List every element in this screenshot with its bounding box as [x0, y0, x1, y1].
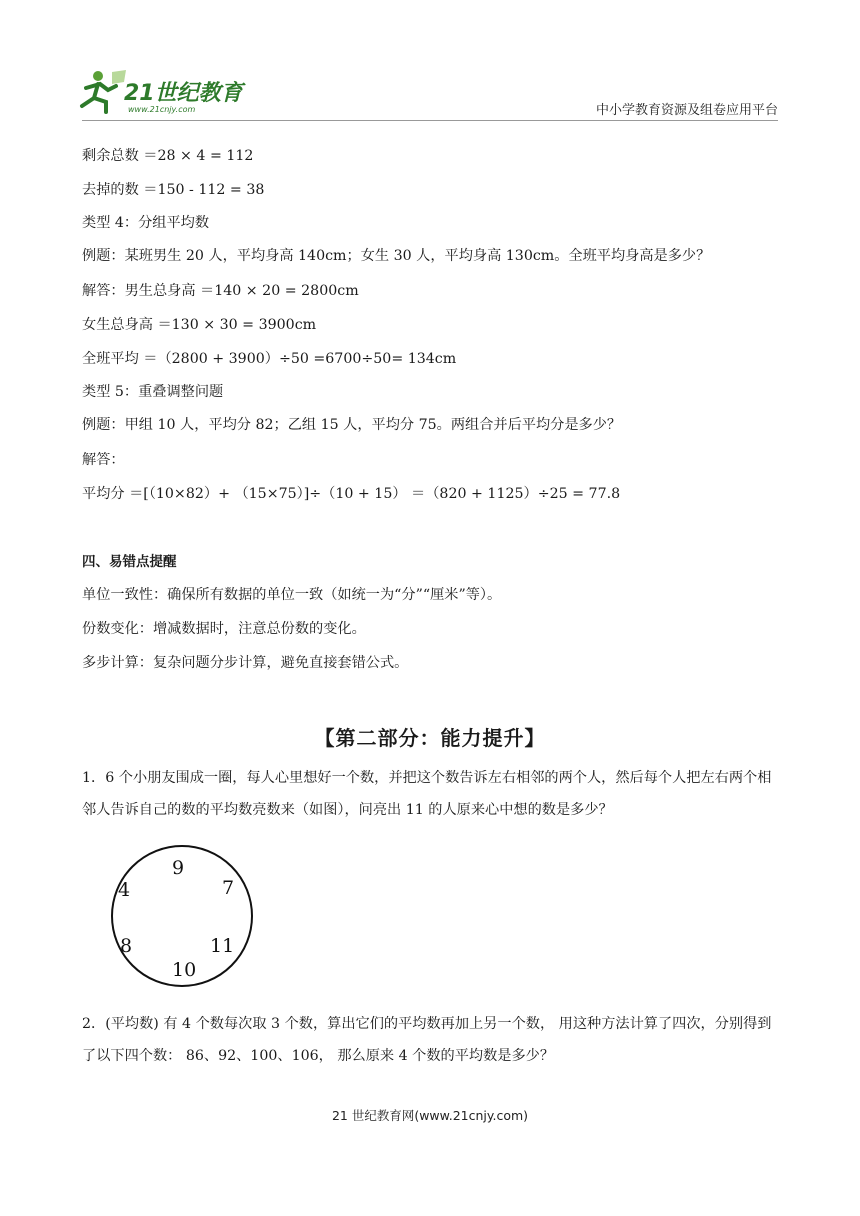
type4-answer-average: 全班平均 ＝（2800 + 3900）÷50 =6700÷50= 134cm — [82, 351, 457, 367]
type5-answer-formula: 平均分 ＝[（10×82）+ （15×75）]÷（10 + 15） ＝（820 + 1125）÷25 = 77.8 — [82, 486, 621, 502]
circle-figure — [104, 840, 260, 990]
page-footer: 21 世纪教育网(www.21cnjy.com) — [331, 1108, 529, 1123]
logo-text: 21世纪教育 — [124, 81, 243, 106]
section4-item: 份数变化：增减数据时，注意总份数的变化。 — [82, 621, 366, 637]
section4-item: 多步计算：复杂问题分步计算，避免直接套错公式。 — [82, 655, 409, 671]
page-header — [0, 0, 860, 130]
question-2: 2．(平均数) 有 4 个数每次取 3 个数，算出它们的平均数再加上另一个数， 用这种方法计算了四次，分别得到了以下四个数： 86、92、100、106， 那么原来 4 个数的平均数是多少？ — [82, 1016, 772, 1064]
figure-number: 4 — [118, 879, 131, 901]
header-rule — [82, 120, 778, 121]
logo — [76, 66, 256, 116]
figure-number: 11 — [210, 935, 235, 957]
line-removed-number: 去掉的数 ＝150 - 112 = 38 — [82, 182, 265, 198]
type5-answer-label: 解答： — [82, 452, 125, 468]
platform-name: 中小学教育资源及组卷应用平台 — [595, 103, 778, 118]
figure-number: 10 — [172, 959, 197, 981]
runner-icon — [82, 70, 126, 112]
question-1: 1．6 个小朋友围成一圈，每人心里想好一个数，并把这个数告诉左右相邻的两个人，然后每个人把左右两个相邻人告诉自己的数的平均数亮数来（如图），问亮出 11 的人原来心中想的数是多少？ — [82, 770, 772, 818]
figure-number: 9 — [172, 857, 185, 879]
type4-example: 例题：某班男生 20 人，平均身高 140cm；女生 30 人，平均身高 130cm。全班平均身高是多少？ — [82, 248, 711, 264]
figure-number: 7 — [222, 877, 235, 899]
type5-example: 例题：甲组 10 人，平均分 82；乙组 15 人，平均分 75。两组合并后平均分是多少？ — [82, 417, 622, 433]
section4-title: 四、易错点提醒 — [82, 554, 177, 570]
logo-url: www.21cnjy.com — [128, 105, 196, 114]
line-remaining-total: 剩余总数 ＝28 × 4 = 112 — [82, 148, 254, 164]
figure-number: 8 — [120, 935, 133, 957]
section4-item: 单位一致性：确保所有数据的单位一致（如统一为“分”“厘米”等）。 — [82, 587, 502, 603]
type5-title: 类型 5：重叠调整问题 — [82, 384, 224, 400]
type4-answer-boys: 解答：男生总身高 ＝140 × 20 = 2800cm — [82, 283, 359, 299]
type4-answer-girls: 女生总身高 ＝130 × 30 = 3900cm — [82, 317, 317, 333]
part2-title: 【第二部分：能力提升】 — [314, 726, 546, 750]
type4-title: 类型 4：分组平均数 — [82, 215, 210, 231]
